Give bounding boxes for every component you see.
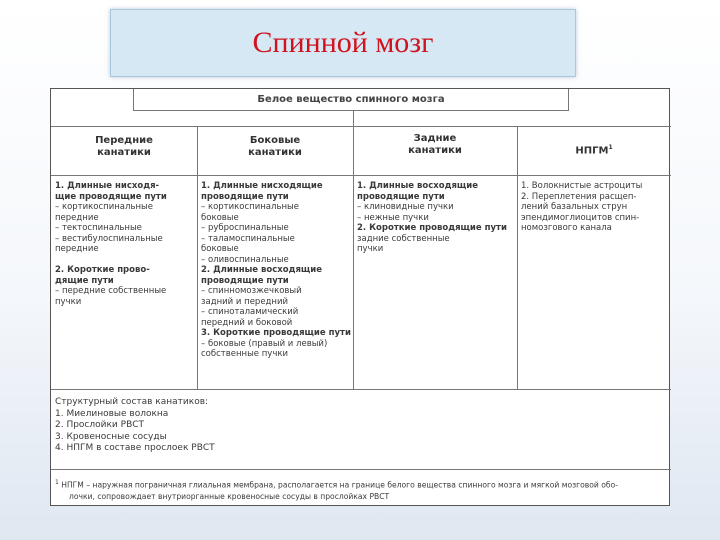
- footnote-line1: НПГМ – наружная пограничная глиальная мембрана, располагается на границе белого вещества спинного мозга и мягкой мозговой обо-: [61, 480, 618, 490]
- column-head-lateral-line1: Боковые: [249, 135, 301, 146]
- slide-title: Спинной мозг: [252, 26, 434, 59]
- cell-line: эпендимоглиоцитов спин-: [521, 212, 640, 223]
- cell-line: 2. Короткие прово-: [55, 265, 150, 275]
- cell-line: 1. Длинные восходящие: [357, 181, 479, 191]
- cell-line: лений базальных струн: [521, 202, 628, 212]
- structure-row-rule: [51, 469, 671, 470]
- column-head-posterior-line1: Задние: [413, 133, 457, 144]
- cell-line: передние: [55, 244, 99, 254]
- table-header: Белое вещество спинного мозга: [133, 89, 569, 111]
- cell-line: – руброспинальные: [201, 223, 289, 233]
- cell-line: – боковые (правый и левый): [201, 338, 328, 349]
- column-head-anterior-line1: Передние: [95, 135, 153, 146]
- cell-line: 2. Длинные восходящие: [201, 265, 323, 275]
- structure-block: [55, 397, 455, 455]
- cell-line: проводящие пути: [201, 191, 289, 202]
- column-head-lateral-line2: канатики: [248, 147, 302, 158]
- cell-line: – спинномозжечковый: [201, 286, 302, 296]
- table-top-rule: [51, 126, 671, 127]
- cell-line: – таламоспинальные: [201, 233, 295, 244]
- column-head-posterior: [353, 133, 517, 157]
- cell-line: – клиновидные пучки: [357, 202, 454, 212]
- cell-line: 1. Длинные нисходящие: [201, 181, 323, 191]
- cell-line: – кортикоспинальные: [55, 202, 153, 212]
- cell-line: – кортикоспинальные: [201, 202, 299, 212]
- structure-item: 1. Миелиновые волокна: [55, 408, 169, 419]
- cell-line: щие проводящие пути: [55, 191, 167, 202]
- column-head-npgm: [517, 142, 671, 157]
- cell-line: дящие пути: [55, 275, 114, 286]
- cell-line: [55, 255, 195, 266]
- footnote: [55, 477, 667, 502]
- cell-line: 1. Волокнистые астроциты: [521, 181, 643, 191]
- header-row-rule: [51, 175, 671, 176]
- body-row-rule: [51, 389, 671, 390]
- cell-line: боковые: [201, 244, 239, 254]
- cell-line: – оливоспинальные: [201, 254, 289, 265]
- cell-line: передние: [55, 212, 99, 223]
- cell-posterior: [357, 181, 515, 255]
- column-head-anterior: [51, 135, 197, 159]
- column-head-npgm-label: НПГМ: [575, 145, 609, 157]
- cell-line: 1. Длинные нисходя-: [55, 181, 160, 191]
- cell-line: 2. Переплетения расщеп-: [521, 191, 637, 202]
- cell-npgm: [521, 181, 669, 234]
- cell-line: собственные пучки: [201, 349, 289, 359]
- cell-line: пучки: [55, 296, 82, 307]
- cell-anterior: [55, 181, 195, 307]
- cell-line: передний и боковой: [201, 317, 293, 328]
- cell-line: задний и передний: [201, 296, 289, 307]
- cell-lateral: [201, 181, 351, 360]
- footnote-line2: лочки, сопровождает внутриорганные кровеносные сосуды в прослойках РВСТ: [69, 491, 390, 501]
- cell-line: – нежные пучки: [357, 212, 429, 223]
- structure-item: 4. НПГМ в составе прослоек РВСТ: [55, 443, 215, 453]
- footnote-mark: 1: [55, 479, 59, 486]
- structure-heading: Структурный состав канатиков:: [55, 397, 209, 407]
- cell-line: проводящие пути: [357, 191, 445, 202]
- column-head-posterior-line2: канатики: [408, 145, 462, 156]
- structure-item: 2. Прослойки РВСТ: [55, 420, 145, 430]
- cell-line: – спиноталамический: [201, 307, 299, 317]
- slide-title-box: [110, 9, 576, 77]
- cell-line: боковые: [201, 212, 239, 223]
- cell-line: задние собственные: [357, 233, 450, 244]
- column-divider-3: [517, 126, 518, 389]
- structure-item: 3. Кровеносные сосуды: [55, 431, 167, 442]
- table-image: [50, 88, 670, 506]
- cell-line: – передние собственные: [55, 286, 167, 296]
- column-head-lateral: [197, 135, 353, 159]
- cell-line: 2. Короткие проводящие пути: [357, 223, 507, 233]
- cell-line: – вестибулоспинальные: [55, 233, 163, 244]
- column-divider-1: [197, 126, 198, 389]
- column-head-anterior-line2: канатики: [97, 147, 151, 158]
- cell-line: 3. Короткие проводящие пути: [201, 328, 351, 338]
- cell-line: – тектоспинальные: [55, 223, 142, 233]
- cell-line: пучки: [357, 244, 384, 254]
- cell-line: номозгового канала: [521, 223, 612, 233]
- cell-line: проводящие пути: [201, 275, 289, 286]
- column-head-npgm-sup: 1: [608, 144, 613, 151]
